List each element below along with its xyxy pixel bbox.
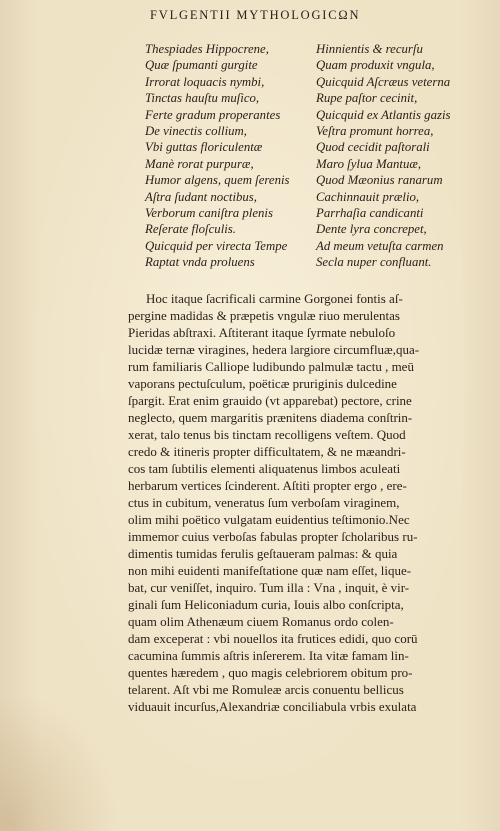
prose-line: ginali ſum Heliconiadum curia, Iouis albo conſcripta, — [128, 597, 404, 612]
prose-line: dimentis tumidas ferulis geſtaueram palmas: & quia — [128, 546, 398, 561]
prose-line: cacumina ſummis aſtris inſererem. Ita vitæ famam lin- — [128, 648, 409, 663]
verse-line: Verborum caniſtra plenis — [145, 205, 273, 220]
prose-line: rum familiaris Calliope ludibundo palmulæ tactu , meū — [128, 359, 414, 374]
verse-line: Secla nuper confluant. — [316, 255, 432, 270]
verse-line: Dente lyra concrepet, — [316, 222, 427, 237]
running-title: FVLGENTII MYTHOLOGICΩN — [150, 8, 361, 22]
verse-line: Humor algens, quem ſerenis — [145, 173, 290, 188]
prose-paragraph — [128, 290, 468, 715]
verse-line: De vinectis collium, — [145, 123, 247, 138]
verse-line: Aſtra ſudant noctibus, — [145, 189, 257, 204]
verse-line: Quæ ſpumanti gurgite — [145, 58, 258, 73]
prose-line: ſpargit. Erat enim grauido (vt apparebat) pectore, crine — [128, 393, 412, 408]
prose-line: vaporans pectuſculum, poëticæ pruriginis dulcedine — [128, 376, 397, 391]
verse-line: Cachinnauit prælio, — [316, 189, 420, 204]
verse-column-left — [145, 41, 320, 270]
prose-line: herbarum vertices ſcinderent. Aſtiti propter ergo , ere- — [128, 478, 407, 493]
verse-line: Parrhaſia candicanti — [316, 205, 424, 220]
verse-line: Veſtra promunt horrea, — [316, 123, 434, 138]
verse-line: Irrorat loquacis nymbi, — [145, 74, 265, 89]
verse-line: Raptat vnda proluens — [145, 255, 255, 270]
prose-line: quentes hæredem , quo magis celebriorem obitum pro- — [128, 665, 413, 680]
prose-line: quam olim Athenæum ciuem Romanus ordo colen- — [128, 614, 394, 629]
prose-line: viduauit incurſus,Alexandriæ conciliabula vrbis exulata — [128, 699, 417, 714]
prose-line: neglecto, quem margaritis prænitens diadema conſtrin- — [128, 410, 413, 425]
prose-line: lucidæ ternæ viragines, hedera largiore circumfluæ,qua- — [128, 342, 420, 357]
verse-line: Reſerate floſculis. — [145, 222, 236, 237]
prose-line: cos tam ſubtilis elementi aliquatenus limbos aculeati — [128, 461, 401, 476]
prose-line: non mihi euidenti manifeſtatione quæ nam eſſet, lique- — [128, 563, 412, 578]
verse-line: Quam produxit vngula, — [316, 58, 435, 73]
verse-line: Rupe paſtor cecinit, — [316, 91, 418, 106]
verse-line: Manè rorat purpuræ, — [145, 156, 254, 171]
prose-line: bat, cur veniſſet, inquiro. Tum illa : Vna , inquit, è vir- — [128, 580, 410, 595]
prose-line: pergine madidas & præpetis vngulæ riuo merulentas — [128, 308, 400, 323]
verse-line: Quod cecidit paſtorali — [316, 140, 430, 155]
prose-line: Pieridas abſtraxi. Aſtiterant itaque ſyrmate nebuloſo — [128, 325, 396, 340]
prose-line: ctus in cubitum, veneratus ſum verboſam viraginem, — [128, 495, 400, 510]
verse-column-right — [316, 41, 486, 270]
paper-stain — [0, 691, 120, 831]
verse-line: Tinctas hauſtu muſico, — [145, 91, 260, 106]
verse-line: Thespiades Hippocrene, — [145, 42, 269, 56]
prose-line: dam exceperat : vbi nouellos ita frutices edidi, quo corū — [128, 631, 418, 646]
verse-line: Ferte gradum properantes — [145, 107, 281, 122]
verse-line: Ad meum vetuſta carmen — [316, 238, 444, 253]
prose-line: xerat, talo tenus bis tinctam recolligens veſtem. Quod — [128, 427, 406, 442]
verse-line: Quicquid Aſcræus veterna — [316, 74, 451, 89]
verse-line: Quicquid per virecta Tempe — [145, 238, 288, 253]
prose-line: immemor cuius verboſas fabulas propter ſcholaribus ru- — [128, 529, 418, 544]
verse-line: Hinnientis & recurſu — [316, 42, 423, 56]
verse-line: Vbi guttas floriculentæ — [145, 140, 263, 155]
verse-line: Quod Mæonius ranarum — [316, 173, 443, 188]
verse-line: Maro ſylua Mantuæ, — [316, 156, 422, 171]
prose-line: Hoc itaque ſacrificali carmine Gorgonei fontis aſ- — [146, 291, 403, 306]
prose-line: olim mihi poëtico vulgatam euidentius teſtimonio.Nec — [128, 512, 410, 527]
prose-line: credo & itineris propter difficultatem, & ne mæandri- — [128, 444, 406, 459]
prose-line: telarent. Aſt vbi me Romuleæ arcis conuentu bellicus — [128, 682, 404, 697]
verse-line: Quicquid ex Atlantis gazis — [316, 107, 451, 122]
